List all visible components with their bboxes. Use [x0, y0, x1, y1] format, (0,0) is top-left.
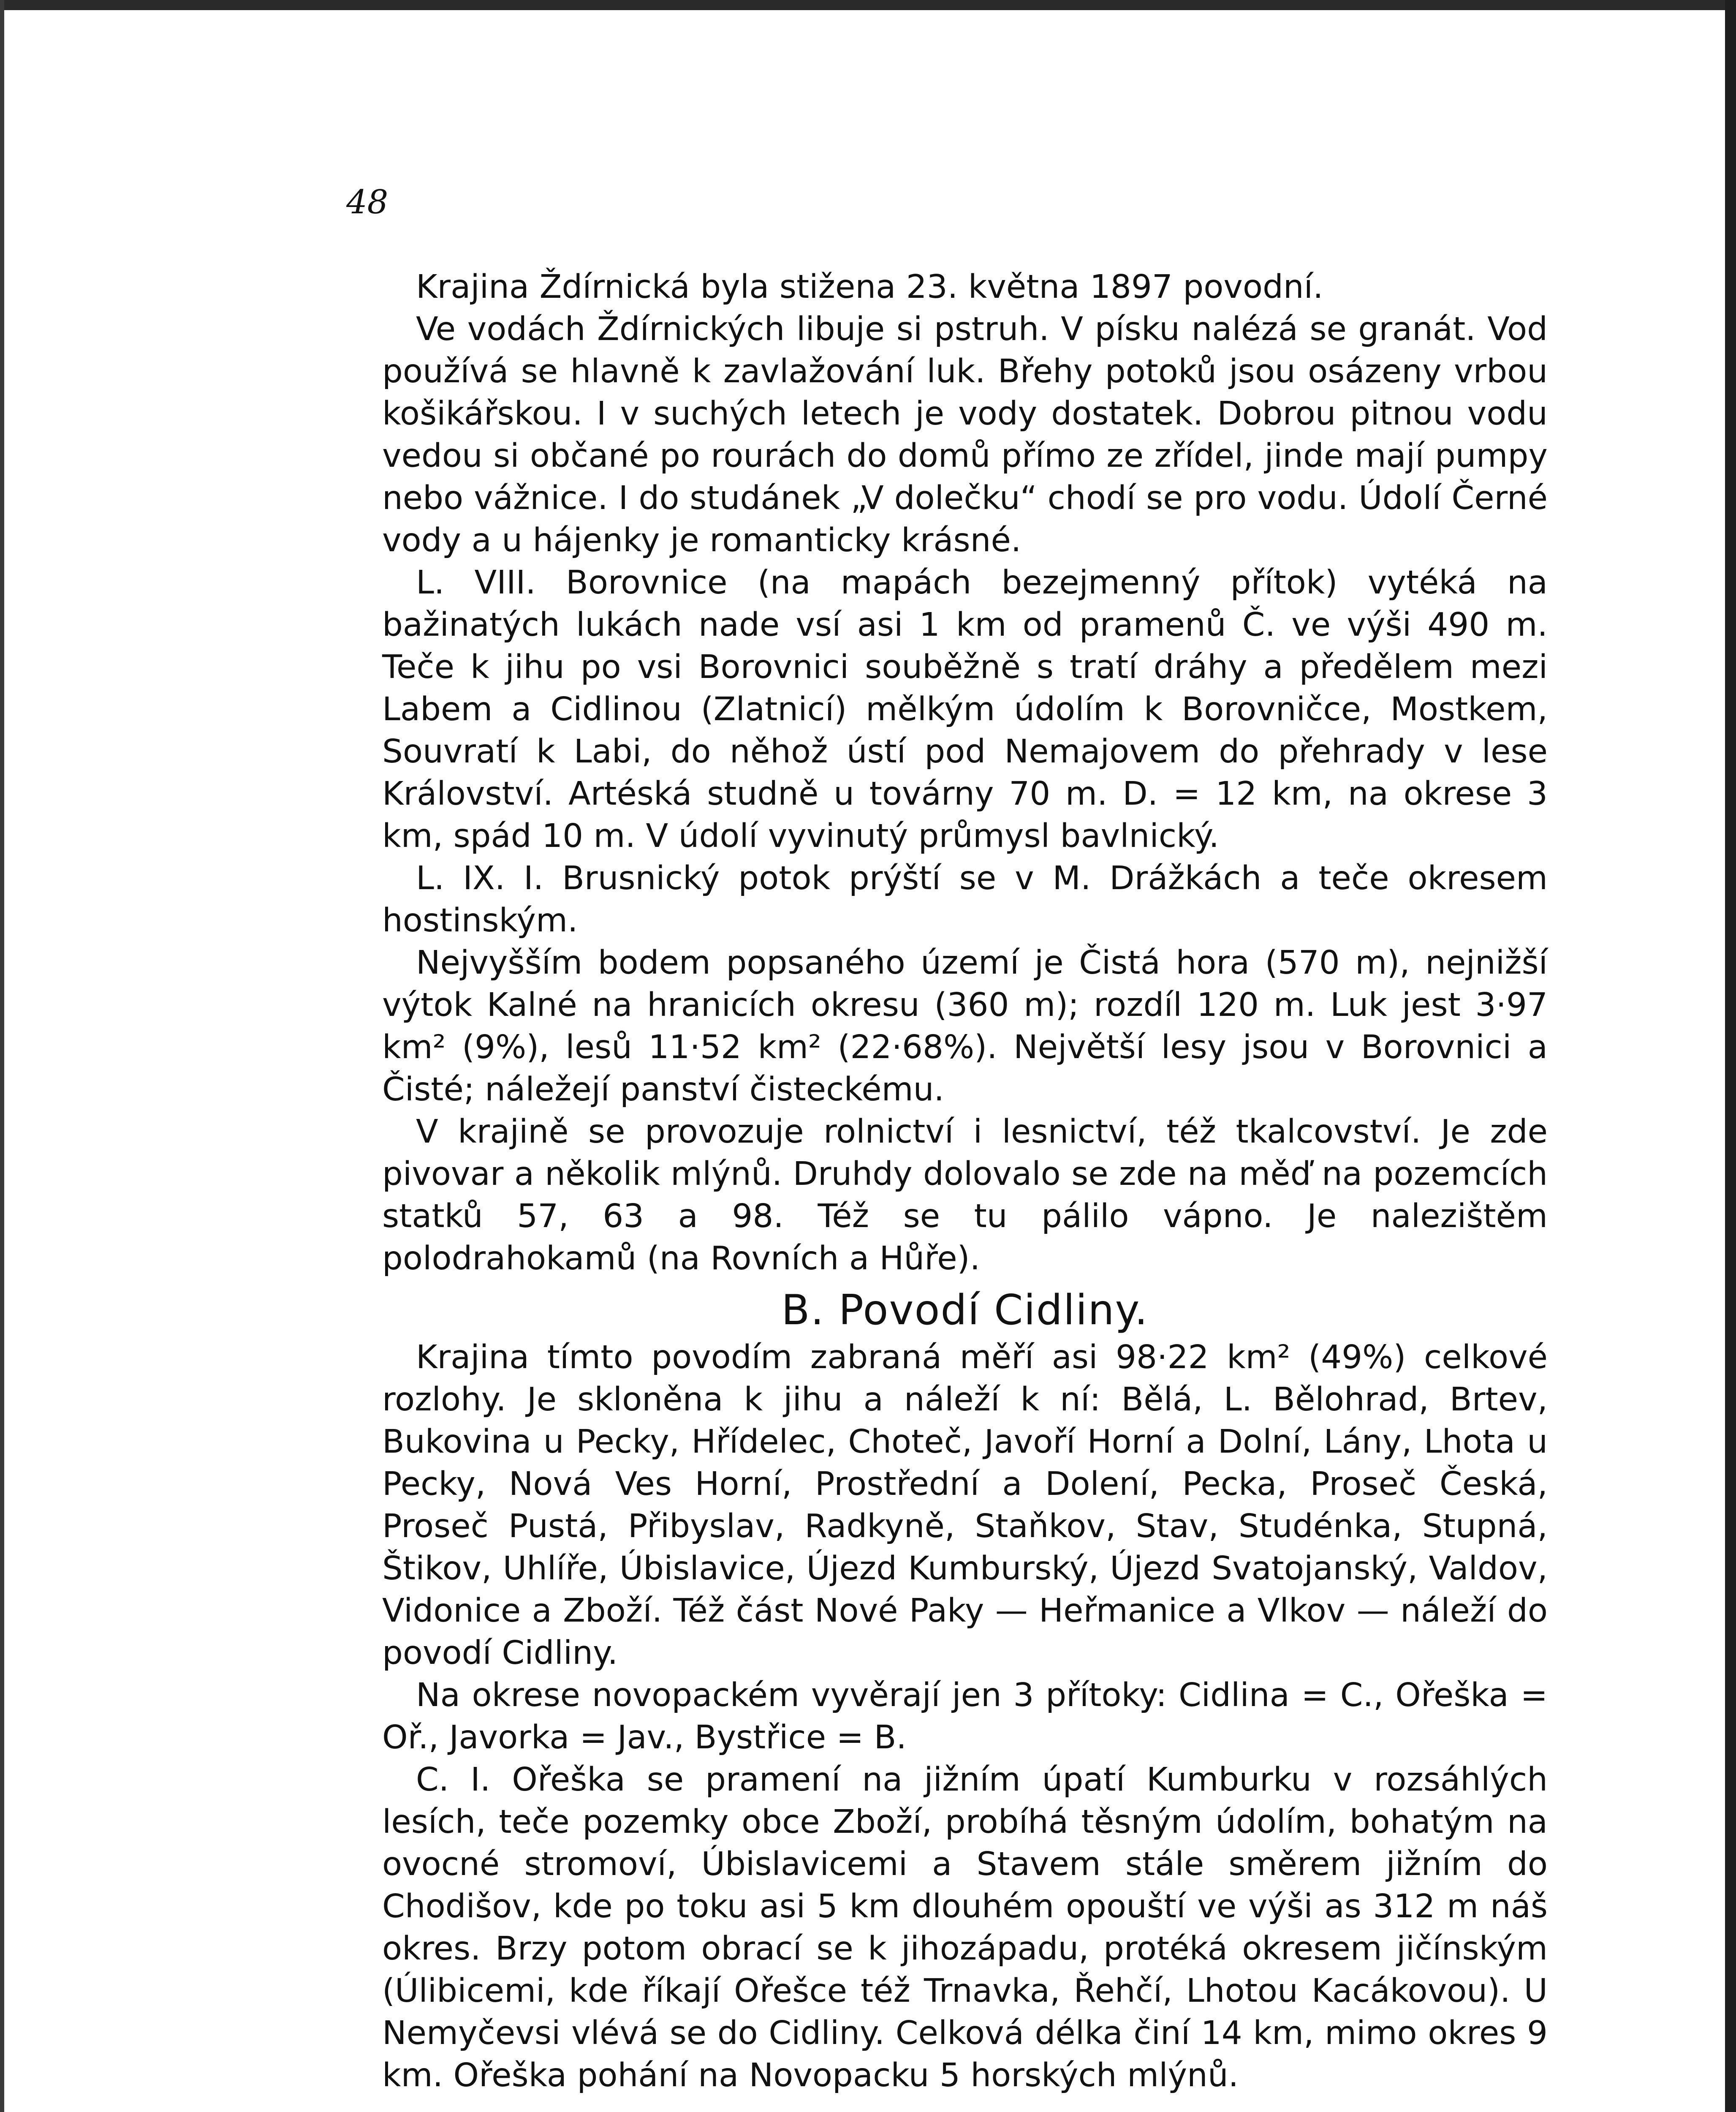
paragraph	[382, 1674, 1548, 1759]
paragraph	[382, 1759, 1548, 2097]
paragraph-text: Na okrese novopackém vyvěrají jen 3 přítoky: Cidlina = C., Ořeška = Oř., Javorka = Jav., Bystřice = B.	[382, 1677, 1548, 1756]
paragraph-text: Ve vodách Ždírnických libuje si pstruh. V písku nalézá se granát. Vod používá se hlavně k zavlažování luk. Břehy potoků jsou osázeny vrbou košikářskou. I v suchých letech je vody dostatek. Dobrou pitnou vodu vedou si občané po rourách do domů přímo ze zřídel, jinde mají pumpy nebo vážnice. I do studánek „V dolečku“ chodí se pro vodu. Údolí Černé vody a u hájenky je romanticky krásné.	[382, 310, 1548, 559]
paragraph	[382, 266, 1548, 308]
paragraph-text: L. IX. I. Brusnický potok prýští se v M. Drážkách a teče okresem hostinským.	[382, 860, 1548, 939]
paragraph-text: V krajině se provozuje rolnictví i lesnictví, též tkalcovství. Je zde pivovar a několik mlýnů. Druhdy dolovalo se zde na měď na pozemcích statků 57, 63 a 98. Též se tu pálilo vápno. Je nalezištěm polodrahokamů (na Rovních a Hůře).	[382, 1113, 1548, 1277]
paragraph	[382, 1336, 1548, 1674]
body-text	[382, 266, 1548, 2097]
paragraph	[382, 308, 1548, 562]
paragraph-text: Krajina Ždírnická byla stižena 23. května 1897 povodní.	[416, 268, 1323, 306]
paragraph-text: Nejvyšším bodem popsaného území je Čistá hora (570 m), nejnižší výtok Kalné na hranicích okresu (360 m); rozdíl 120 m. Luk jest 3·97 km² (9%), lesů 11·52 km² (22·68%). Největší lesy jsou v Borovnici a Čisté; náležejí panství čisteckému.	[382, 944, 1548, 1108]
scan-border-left	[0, 0, 4, 2112]
scan-border-right	[1725, 0, 1736, 2112]
paragraph	[382, 1111, 1548, 1280]
paragraph	[382, 857, 1548, 942]
page-number: 48	[346, 183, 388, 221]
paragraph-text: Krajina tímto povodím zabraná měří asi 98·22 km² (49%) celkové rozlohy. Je skloněna k jihu a náleží k ní: Bělá, L. Bělohrad, Brtev, Bukovina u Pecky, Hřídelec, Choteč, Javoří Horní a Dolní, Lány, Lhota u Pecky, Nová Ves Horní, Prostřední a Dolení, Pecka, Proseč Česká, Proseč Pustá, Přibyslav, Radkyně, Staňkov, Stav, Studénka, Stupná, Štikov, Uhlíře, Úbislavice, Újezd Kumburský, Újezd Svatojanský, Valdov, Vidonice a Zboží. Též část Nové Paky — Heřmanice a Vlkov — náleží do povodí Cidliny.	[382, 1339, 1548, 1672]
section-heading: B. Povodí Cidliny.	[781, 1286, 1149, 1334]
paragraph	[382, 942, 1548, 1111]
paragraph-text: C. I. Ořeška se pramení na jižním úpatí Kumburku v rozsáhlých lesích, teče pozemky obce Zboží, probíhá těsným údolím, bohatým na ovocné stromoví, Úbislavicemi a Stavem stále směrem jižním do Chodišov, kde po toku asi 5 km dlouhém opouští ve výši as 312 m náš okres. Brzy potom obrací se k jihozápadu, protéká okresem jičínským (Úlibicemi, kde říkají Ořešce též Trnavka, Řehčí, Lhotou Kacákovou). U Nemyčevsi vlévá se do Cidliny. Celková délka činí 14 km, mimo okres 9 km. Ořeška pohání na Novopacku 5 horských mlýnů.	[382, 1761, 1548, 2094]
paragraph-text: L. VIII. Borovnice (na mapách bezejmenný přítok) vytéká na bažinatých lukách nade vsí asi 1 km od pramenů Č. ve výši 490 m. Teče k jihu po vsi Borovnici souběžně s tratí dráhy a předělem mezi Labem a Cidlinou (Zlatnicí) mělkým údolím k Borovničce, Mostkem, Souvratí k Labi, do něhož ústí pod Nemajovem do přehrady v lese Království. Artéská studně u továrny 70 m. D. = 12 km, na okrese 3 km, spád 10 m. V údolí vyvinutý průmysl bavlnický.	[382, 564, 1548, 855]
scan-border-top	[0, 0, 1736, 10]
paragraph	[382, 562, 1548, 857]
